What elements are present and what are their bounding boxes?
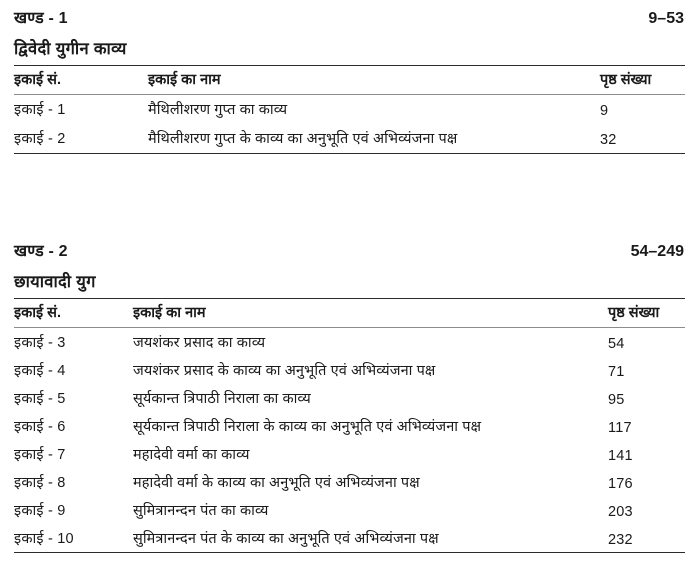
table-row[interactable] — [14, 496, 685, 524]
cell-unit-no: इकाई - 8 — [14, 475, 66, 491]
toc-table-1-head — [14, 66, 685, 95]
table-header-row — [14, 66, 685, 95]
cell-unit-no: इकाई - 2 — [14, 124, 148, 154]
toc-table-1-body — [14, 95, 685, 154]
section-subtitle-1: द्विवेदी युगीन काव्य — [14, 40, 127, 58]
column-header-unit-name: इकाई का नाम — [148, 66, 600, 95]
column-header-page-no: पृष्ठ संख्या — [608, 299, 685, 328]
cell-unit-no: इकाई - 3 — [14, 335, 66, 351]
section-header-2 — [14, 239, 685, 265]
cell-unit-name: जयशंकर प्रसाद के काव्य का अनुभूति एवं अभिव्यंजना पक्ष — [133, 363, 436, 379]
cell-page-no: 141 — [608, 448, 633, 464]
cell-unit-name: सुमित्रानन्दन पंत के काव्य का अनुभूति एवं अभिव्यंजना पक्ष — [133, 524, 608, 553]
cell-page-no: 71 — [608, 364, 625, 380]
table-row[interactable] — [14, 440, 685, 468]
cell-page-no: 32 — [600, 124, 685, 154]
cell-unit-name: महादेवी वर्मा का काव्य — [133, 447, 250, 463]
section-page-range-1: 9–53 — [648, 10, 684, 27]
toc-table-2 — [14, 298, 685, 553]
cell-unit-no: इकाई - 5 — [14, 391, 66, 407]
column-header-unit-no: इकाई सं. — [14, 66, 148, 95]
cell-unit-name: जयशंकर प्रसाद का काव्य — [133, 335, 266, 351]
cell-unit-name: मैथिलीशरण गुप्त का काव्य — [148, 102, 288, 118]
section-block-1 — [14, 6, 685, 154]
cell-unit-name: सूर्यकान्त त्रिपाठी निराला का काव्य — [133, 391, 311, 407]
table-row[interactable] — [14, 524, 685, 553]
cell-page-no: 54 — [608, 336, 625, 352]
cell-unit-name: महादेवी वर्मा के काव्य का अनुभूति एवं अभिव्यंजना पक्ष — [133, 475, 420, 491]
table-row[interactable] — [14, 356, 685, 384]
table-row[interactable] — [14, 124, 685, 154]
cell-unit-name: सुमित्रानन्दन पंत का काव्य — [133, 503, 269, 519]
cell-unit-no: इकाई - 1 — [14, 102, 66, 118]
cell-page-no: 203 — [608, 504, 633, 520]
section-header-1 — [14, 6, 685, 32]
cell-page-no: 117 — [608, 420, 632, 436]
cell-page-no: 176 — [608, 476, 633, 492]
table-header-row — [14, 299, 685, 328]
toc-table-1 — [14, 65, 685, 154]
table-row[interactable] — [14, 328, 685, 357]
table-row[interactable] — [14, 412, 685, 440]
cell-unit-no: इकाई - 10 — [14, 524, 133, 553]
table-row[interactable] — [14, 384, 685, 412]
cell-page-no: 95 — [608, 392, 625, 408]
cell-page-no: 232 — [608, 524, 685, 553]
cell-unit-name: सूर्यकान्त त्रिपाठी निराला के काव्य का अनुभूति एवं अभिव्यंजना पक्ष — [133, 419, 482, 435]
cell-unit-no: इकाई - 4 — [14, 363, 66, 379]
table-row[interactable] — [14, 468, 685, 496]
column-header-page-no: पृष्ठ संख्या — [600, 66, 685, 95]
cell-page-no: 9 — [600, 103, 609, 119]
section-title-1: खण्ड - 1 — [14, 10, 68, 27]
cell-unit-no: इकाई - 9 — [14, 503, 66, 519]
table-row[interactable] — [14, 95, 685, 125]
column-header-unit-no: इकाई सं. — [14, 299, 133, 328]
section-title-2: खण्ड - 2 — [14, 243, 68, 260]
cell-unit-no: इकाई - 7 — [14, 447, 66, 463]
cell-unit-name: मैथिलीशरण गुप्त के काव्य का अनुभूति एवं अभिव्यंजना पक्ष — [148, 124, 600, 154]
cell-unit-no: इकाई - 6 — [14, 419, 66, 435]
column-header-unit-name: इकाई का नाम — [133, 299, 608, 328]
toc-table-2-head — [14, 299, 685, 328]
section-page-range-2: 54–249 — [630, 243, 684, 260]
toc-table-2-body — [14, 328, 685, 553]
section-subtitle-2: छायावादी युग — [14, 273, 96, 291]
section-block-2 — [14, 239, 685, 553]
